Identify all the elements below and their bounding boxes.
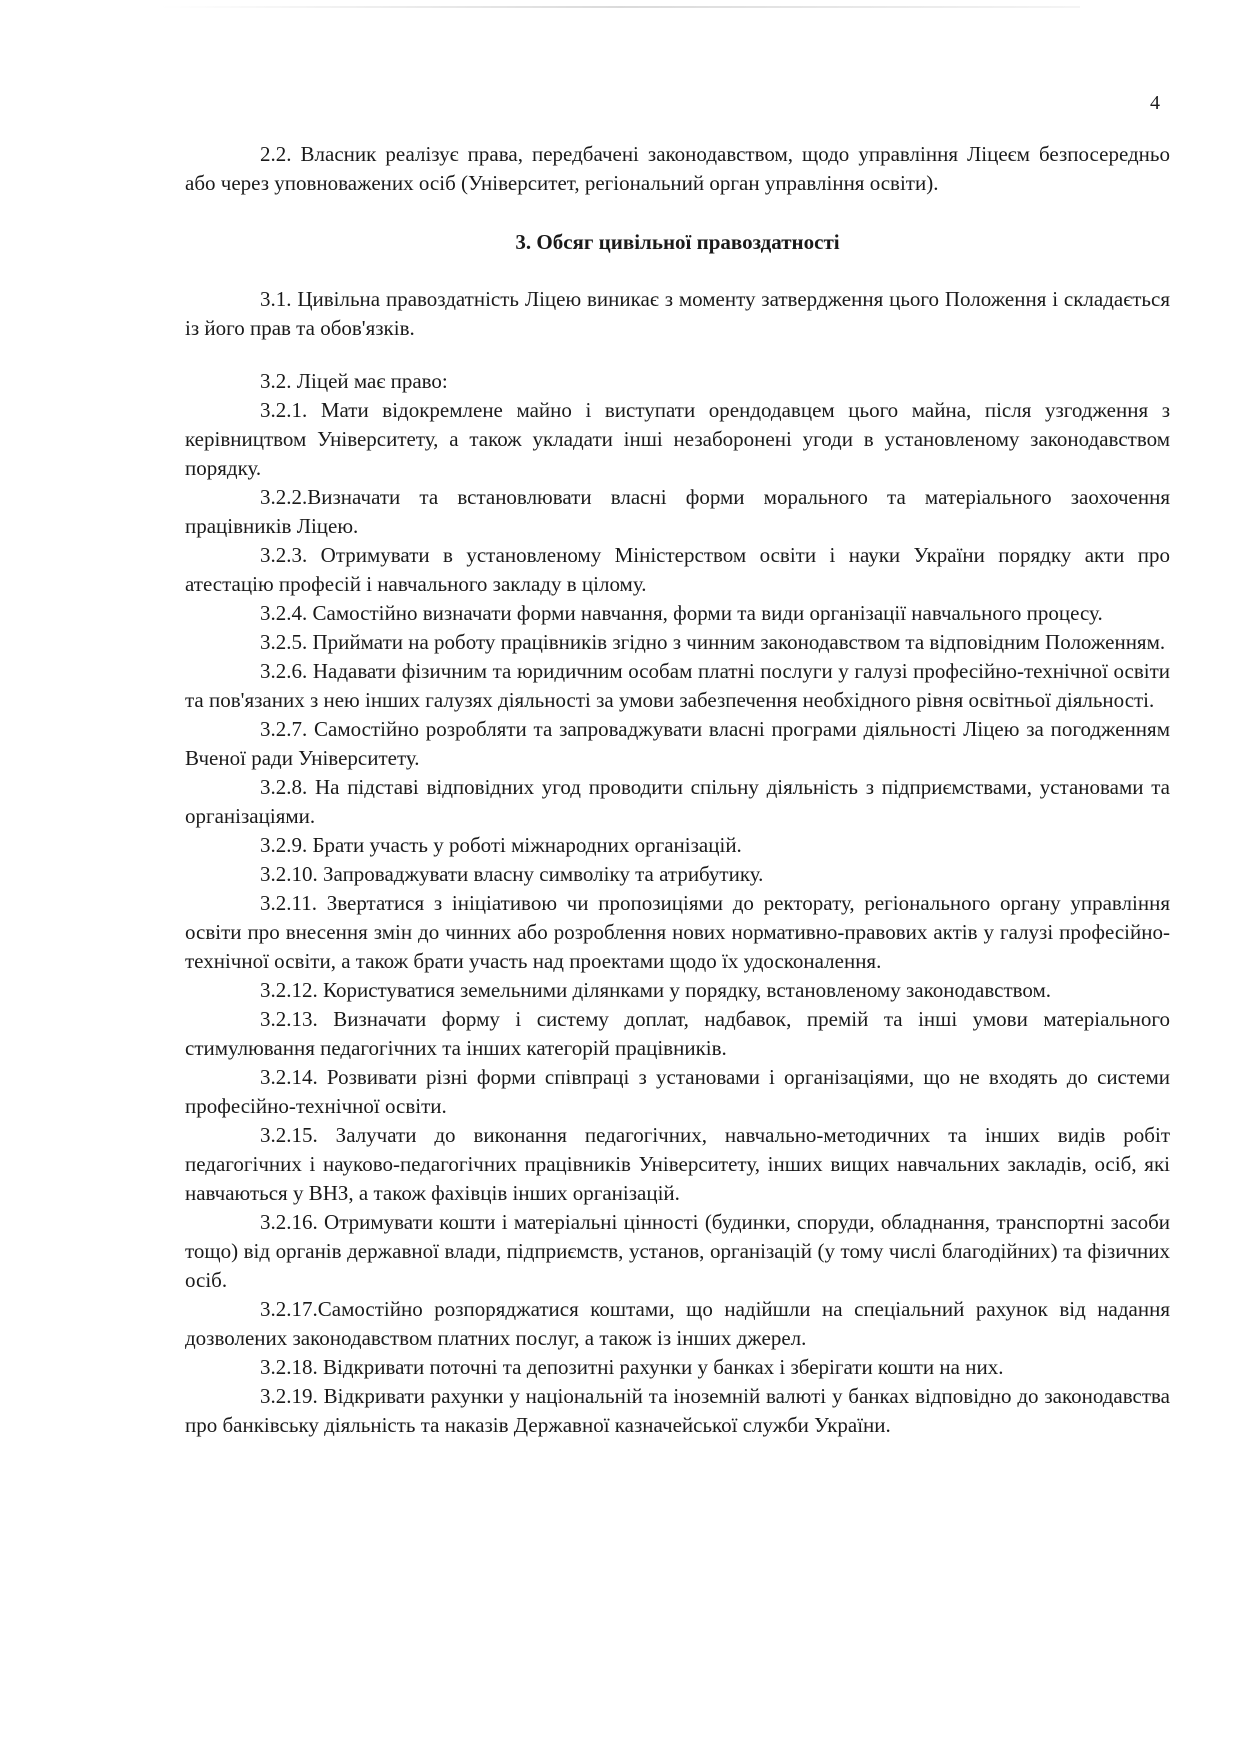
item-3-2-10: 3.2.10. Запроваджувати власну символіку та атрибутику. [260, 862, 764, 886]
item-3-2-6: 3.2.6. Надавати фізичним та юридичним особам платні послуги у галузі професійно-технічної освіти та пов'язаних з нею інших галузях діяльності за умови забезпечення необхідного рівня освітньої діяльності. [185, 659, 1170, 712]
paragraph-2-2: 2.2. Власник реалізує права, передбачені законодавством, щодо управління Ліцеєм безпосередньо або через уповноважених осіб (Університет, регіональний орган управління освіти). [185, 142, 1170, 195]
paragraph-3-1: 3.1. Цивільна правоздатність Ліцею виникає з моменту затвердження цього Положення і складається із його прав та обов'язків. [185, 287, 1170, 340]
item-3-2-19: 3.2.19. Відкривати рахунки у національній та іноземній валюті у банках відповідно до законодавства про банківську діяльність та наказів Державної казначейської служби України. [185, 1384, 1170, 1437]
item-3-2-2: 3.2.2.Визначати та встановлювати власні форми морального та матеріального заохочення працівників Ліцею. [185, 485, 1170, 538]
item-3-2-5: 3.2.5. Приймати на роботу працівників згідно з чинним законодавством та відповідним Положенням. [260, 630, 1166, 654]
item-3-2-11: 3.2.11. Звертатися з ініціативою чи пропозиціями до ректорату, регіонального органу управління освіти про внесення змін до чинних або розроблення нових нормативно-правових актів у галузі професійно-технічної освіти, а також брати участь над проектами щодо їх удосконалення. [185, 891, 1170, 973]
document-body [185, 140, 1170, 1440]
item-3-2-12: 3.2.12. Користуватися земельними ділянками у порядку, встановленому законодавством. [260, 978, 1052, 1002]
item-3-2-13: 3.2.13. Визначати форму і систему доплат, надбавок, премій та інші умови матеріального стимулювання педагогічних та інших категорій працівників. [185, 1007, 1170, 1060]
item-3-2-15: 3.2.15. Залучати до виконання педагогічних, навчально-методичних та інших видів робіт педагогічних і науково-педагогічних працівників Університету, інших вищих навчальних закладів, осіб, які навчаються у ВНЗ, а також фахівців інших організацій. [185, 1123, 1170, 1205]
item-3-2-1: 3.2.1. Мати відокремлене майно і виступати орендодавцем цього майна, після узгодження з керівництвом Університету, а також укладати інші незаборонені угоди в установленому законодавством порядку. [185, 398, 1170, 480]
scan-edge-line [160, 6, 1080, 8]
paragraph-3-2: 3.2. Ліцей має право: [260, 369, 448, 393]
item-3-2-7: 3.2.7. Самостійно розробляти та запроваджувати власні програми діяльності Ліцею за погодженням Вченої ради Університету. [185, 717, 1170, 770]
item-3-2-8: 3.2.8. На підставі відповідних угод проводити спільну діяльність з підприємствами, установами та організаціями. [185, 775, 1170, 828]
item-3-2-17: 3.2.17.Самостійно розпоряджатися коштами, що надійшли на спеціальний рахунок від надання дозволених законодавством платних послуг, а також із інших джерел. [185, 1297, 1170, 1350]
item-3-2-9: 3.2.9. Брати участь у роботі міжнародних організацій. [260, 833, 742, 857]
item-3-2-16: 3.2.16. Отримувати кошти і матеріальні цінності (будинки, споруди, обладнання, транспортні засоби тощо) від органів державної влади, підприємств, установ, організацій (у тому числі благодійних) та фізичних осіб. [185, 1210, 1170, 1292]
item-3-2-4: 3.2.4. Самостійно визначати форми навчання, форми та види організації навчального процесу. [260, 601, 1103, 625]
item-3-2-18: 3.2.18. Відкривати поточні та депозитні рахунки у банках і зберігати кошти на них. [260, 1355, 1004, 1379]
section-heading: 3. Обсяг цивільної правоздатності [515, 230, 840, 254]
item-3-2-14: 3.2.14. Розвивати різні форми співпраці з установами і організаціями, що не входять до системи професійно-технічної освіти. [185, 1065, 1170, 1118]
item-3-2-3: 3.2.3. Отримувати в установленому Міністерством освіти і науки України порядку акти про атестацію професій і навчального закладу в цілому. [185, 543, 1170, 596]
page-number: 4 [1150, 92, 1160, 114]
